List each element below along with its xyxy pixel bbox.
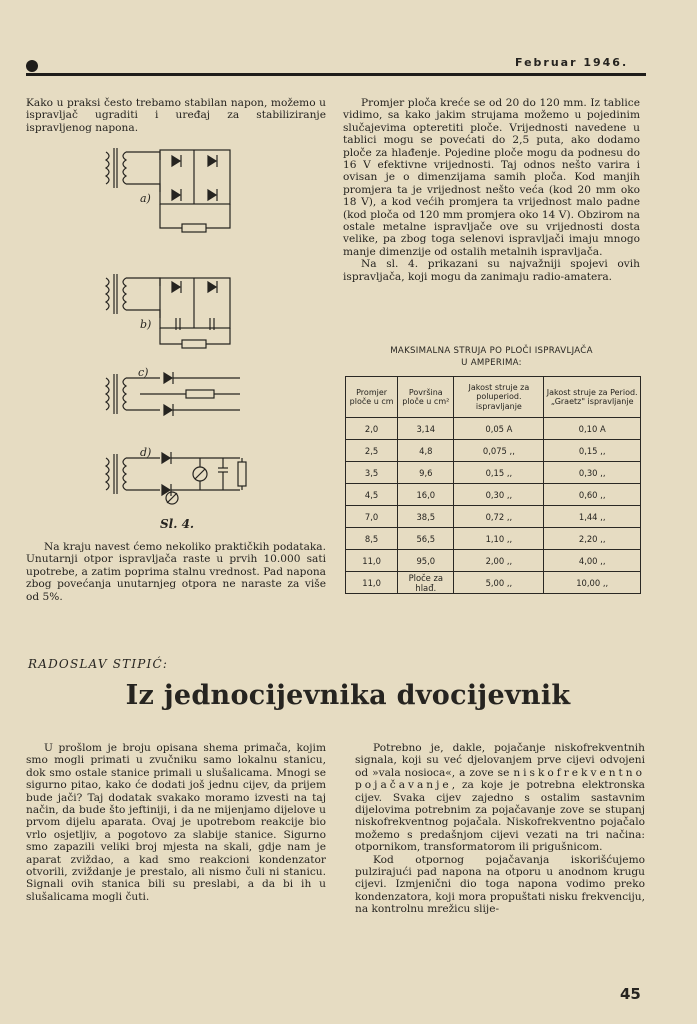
header-graetz: Jakost struje za Period. „Graetz" ispravljanje: [544, 377, 641, 418]
table-row: 2,0 3,14 0,05 A 0,10 A: [346, 418, 641, 440]
header-area: Površina ploče u cm²: [398, 377, 454, 418]
figure-caption: Sl. 4.: [160, 517, 195, 531]
circuit-d-diagram: [100, 448, 255, 508]
load-resistor-a: [182, 224, 206, 232]
article-author: RADOSLAV STIPIĆ:: [28, 657, 169, 671]
capacitor-d: [218, 468, 228, 472]
diode-b1: [172, 281, 181, 293]
load-resistor-d: [238, 462, 246, 486]
closing-paragraph: Na kraju navest ćemo nekoliko praktičkih podataka. Unutarnji otpor ispravljača raste u prvih 10.000 sati upotrebe, a zatim poprima stalnu vrednost. Pad napona zbog povećanja unutarnjeg otpora ne naraste za više od 5%.: [26, 541, 326, 603]
article-title: Iz jednocijevnika dvocijevnik: [125, 680, 571, 711]
paragraph-plates: Promjer ploča kreće se od 20 do 120 mm. Iz tablice vidimo, sa kako jakim strujama možemo u pojedinim slučajevima opteretiti ploče. Vrijednosti navedene u tablici mogu se povećati do 2,5 puta, ako dodamo ploče za hlađenje. Pojedine ploče mogu da podnesu do 16 V efektivne vrijednosti. Taj odnos nešto varira i ovisan je o dimenzijama samih ploča. Kod manjih promjera ta je vrijednost nešto veća (kod 20 mm oko 18 V), a kod većih promjera ta vrijednost malo padne (kod ploča od 120 mm promjera oko 14 V). Obzirom na ostale metalne ispravljače ove su vrijednosti dosta velike, pa zbog toga selenovi ispravljači imaju mnogo manje dimenzije od ostalih metalnih ispravljača.: [343, 97, 640, 258]
table-row: 7,0 38,5 0,72 ,, 1,44 ,,: [346, 506, 641, 528]
transformer-a: [106, 148, 126, 188]
table-row: 8,5 56,5 1,10 ,, 2,20 ,,: [346, 528, 641, 550]
right-column-text: [343, 97, 640, 283]
header-date: Februar 1946.: [515, 56, 629, 69]
diode-d2: [162, 484, 171, 496]
paragraph-resistor-coupling: Kod otpornog pojačavanja iskorišćujemo pulzirajući pad napona na otporu u anodnom krugu cijevi. Izmjenični dio toga napona vodimo preko kondenzatora, koji mora propuštati nisku frekvenciju, na kontrolnu mrežicu slije-: [355, 853, 645, 916]
load-resistor-c: [186, 390, 214, 398]
paragraph-amplification: Potrebno je, dakle, pojačanje niskofrekventnih signala, koji su već djelovanjem prve cijevi odvojeni od »vala nosioca«, a zove se niskofrekventno pojačavanje, za koje je potrebna elektronska cijev. Svaka cijev zajedno s ostalim sastavnim dijelovima potrebnim za pojačavanje zove se stupanj niskofrekventnog pojačala. Niskofrekventno pojačalo možemo s predašnjom cijevi vezati na tri načina: otpornikom, transformatorom ili prigušnicom.: [355, 742, 645, 854]
intro-paragraph: Kako u praksi često trebamo stabilan napon, možemo u ispravljač ugraditi i uređaj za stabiliziranje ispravljenog napona.: [26, 97, 326, 134]
table-row: 11,0 95,0 2,00 ,, 4,00 ,,: [346, 550, 641, 572]
header-bullet: [26, 60, 38, 72]
diode-a1: [172, 155, 181, 167]
header-diameter: Promjer ploče u cm: [346, 377, 398, 418]
diode-a4: [208, 189, 217, 201]
header-rule: [26, 73, 646, 76]
circuit-label-a: a): [140, 192, 151, 205]
circuit-label-c: c): [138, 366, 149, 379]
current-table: [345, 376, 641, 594]
table-row: 2,5 4,8 0,075 ,, 0,15 ,,: [346, 440, 641, 462]
transformer-b: [106, 274, 126, 314]
table-row: 3,5 9,6 0,15 ,, 0,30 ,,: [346, 462, 641, 484]
paragraph-figure-reference: Na sl. 4. prikazani su najvažniji spojevi ovih ispravljača, koji mogu da zanimaju radio-amatera.: [343, 258, 640, 283]
diode-c1: [164, 372, 173, 384]
diode-a3: [172, 189, 181, 201]
table-row: 11,0 Ploče za hlađ. 5,00 ,, 10,00 ,,: [346, 572, 641, 594]
diode-c2: [164, 404, 173, 416]
diode-a2: [208, 155, 217, 167]
table-row: 4,5 16,0 0,30 ,, 0,60 ,,: [346, 484, 641, 506]
transformer-c: [106, 374, 126, 414]
page-number: 45: [620, 985, 641, 1003]
table-header-row: [346, 377, 641, 418]
diode-d1: [162, 452, 171, 464]
article-left-column: U prošlom je broju opisana shema primača, kojim smo mogli primati u zvučniku samo lokalnu stanicu, dok smo ostale stanice primali u slušalicama. Mnogi se sigurno pitao, kako će dodati još jednu cijev, da prijem bude jači? Taj dodatak svakako moramo izvesti na taj način, da bude što jeftiniji, i da ne mijenjamo dijelove u prvom dijelu aparata. Ovaj je upotrebom reakcije bio vrlo osjetljiv, a pogotovo za slabije stanice. Sigurno smo zapazili veliki broj mjesta na skali, gdje nam je aparat zviždao, a kad smo reakcioni kondenzator otvorili, zviždanje je prestalo, ali nismo čuli ni stanicu. Signali ovih stanica bili su preslabi, a da bi ih u slušalicama mogli čuti.: [26, 742, 326, 903]
circuit-b-diagram: [100, 268, 240, 350]
circuit-a-diagram: [100, 142, 240, 234]
circuit-label-b: b): [140, 318, 152, 331]
circuit-c-diagram: [100, 370, 250, 424]
load-resistor-b: [182, 340, 206, 348]
table-title: MAKSIMALNA STRUJA PO PLOČI ISPRAVLJAČA U AMPERIMA:: [390, 346, 593, 368]
circuit-label-d: d): [140, 446, 152, 459]
diode-b2: [208, 281, 217, 293]
article-right-column: [355, 742, 645, 916]
header-half-wave: Jakost struje za poluperiod. ispravljanje: [454, 377, 544, 418]
transformer-d: [106, 454, 126, 494]
